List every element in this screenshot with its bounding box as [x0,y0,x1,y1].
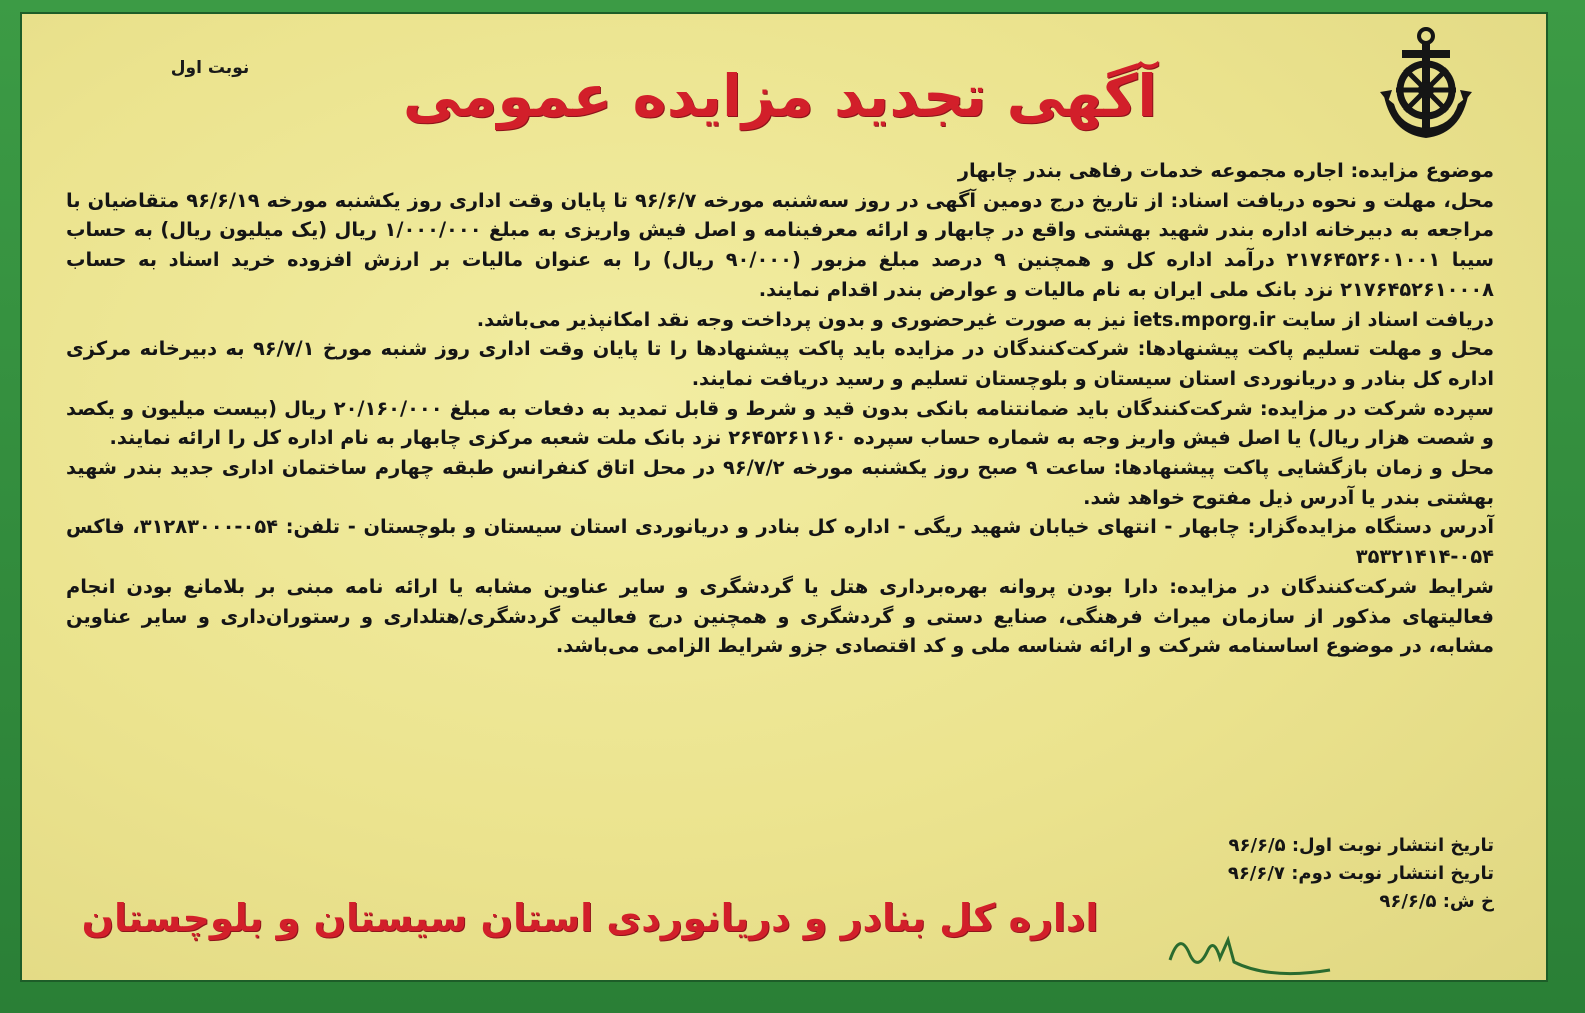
auctioneer-address-paragraph: آدرس دستگاه مزایده‌گزار: چابهار - انتهای خیابان شهید ریگی - اداره کل بنادر و دریانوردی استان سیستان و بلوچستان - تلفن: ۰۵۴-۳۱۲۸۳۰۰۰، فاکس ۰۵۴-۳۵۳۲۱۴۱۴ [66,515,1495,569]
online-documents-paragraph: دریافت اسناد از سایت iets.mporg.ir نیز به صورت غیرحضوری و بدون پرداخت وجه نقد امکانپذیر می‌باشد. [476,307,1494,331]
publication-dates [1150,832,1494,916]
deposit-paragraph: سپرده شرکت در مزایده: شرکت‌کنندگان باید ضمانتنامه بانکی بدون قید و شرط و قابل تمدید به دفعات به مبلغ ۲۰/۱۶۰/۰۰۰ ریال (بیست میلیون و یکصد و شصت هزار ریال) یا اصل فیش واریز وجه به شماره حساب سپرده ۲۶۴۵۲۶۱۱۶۰ نزد بانک ملت شعبه مرکزی چابهار به نام اداره کل را ارائه نمایند. [66,396,1494,450]
first-publish-date: تاریخ انتشار نوبت اول: ۹۶/۶/۵ [1228,835,1494,856]
proposal-submission-paragraph: محل و مهلت تسلیم پاکت پیشنهادها: شرکت‌کنندگان در مزایده باید پاکت پیشنهادها را تا پایان وقت اداری روز شنبه مورخ ۹۶/۷/۱ به دبیرخانه مرکزی اداره کل بنادر و دریانوردی استان سیستان و بلوچستان تسلیم و رسید دریافت نمایند. [66,337,1494,390]
announcement-body [66,156,1494,661]
opening-time-paragraph: محل و زمان بازگشایی پاکت پیشنهادها: ساعت ۹ صبح روز یکشنبه مورخه ۹۶/۷/۲ در محل اتاق کنفرانس طبقه چهارم ساختمان اداری جدید بندر شهید بهشتی بندر یا آدرس ذیل مفتوح خواهد شد. [66,456,1495,509]
reference-code: خ ش: ۹۶/۶/۵ [1379,891,1494,912]
page-title: آگهی تجدید مزایده عمومی [402,62,1158,130]
documents-deadline-paragraph: محل، مهلت و نحوه دریافت اسناد: از تاریخ درج دومین آگهی در روز سه‌شنبه مورخه ۹۶/۶/۷ تا پایان وقت اداری روز یکشنبه مورخه ۹۶/۶/۱۹ متقاضیان با مراجعه به دبیرخانه اداره بندر شهید بهشتی واقع در چابهار و ارائه معرفینامه و اصل فیش واریزی به مبلغ ۱/۰۰۰/۰۰۰ ریال (یک میلیون ریال) به حساب سیبا ۲۱۷۶۴۵۲۶۰۱۰۰۱ درآمد اداره کل و همچنین ۹ درصد مبلغ مزبور (۹۰/۰۰۰ ریال) را به عنوان مالیات بر ارزش افزوده خرید اسناد به حساب ۲۱۷۶۴۵۲۶۱۰۰۰۸ نزد بانک ملی ایران به نام مالیات و عوارض بندر اقدام نمایند. [66,188,1494,301]
organization-footer: اداره کل بنادر و دریانوردی استان سیستان و بلوچستان [81,896,1099,940]
second-publish-date: تاریخ انتشار نوبت دوم: ۹۶/۶/۷ [1227,863,1494,884]
auction-subject: موضوع مزایده: اجاره مجموعه خدمات رفاهی بندر چابهار [957,159,1494,182]
publication-round-label: نوبت اول [170,58,250,78]
ports-organization-logo-icon [1378,26,1474,144]
handwritten-mark-icon [1150,910,1350,990]
participant-conditions-paragraph: شرایط شرکت‌کنندگان در مزایده: دارا بودن پروانه بهره‌برداری هتل یا گردشگری و سایر عناوین مشابه یا ارائه نامه مبنی بر بلامانع بودن انجام فعالیتهای مذکور از سازمان میراث فرهنگی، صنایع دستی و گردشگری و همچنین درج فعالیت گردشگری/هتلداری و رستوران‌داری و سایر عناوین مشابه، در موضوع اساسنامه شرکت و ارائه شناسه ملی و کد اقتصادی جزو شرایط الزامی می‌باشد. [66,574,1494,658]
